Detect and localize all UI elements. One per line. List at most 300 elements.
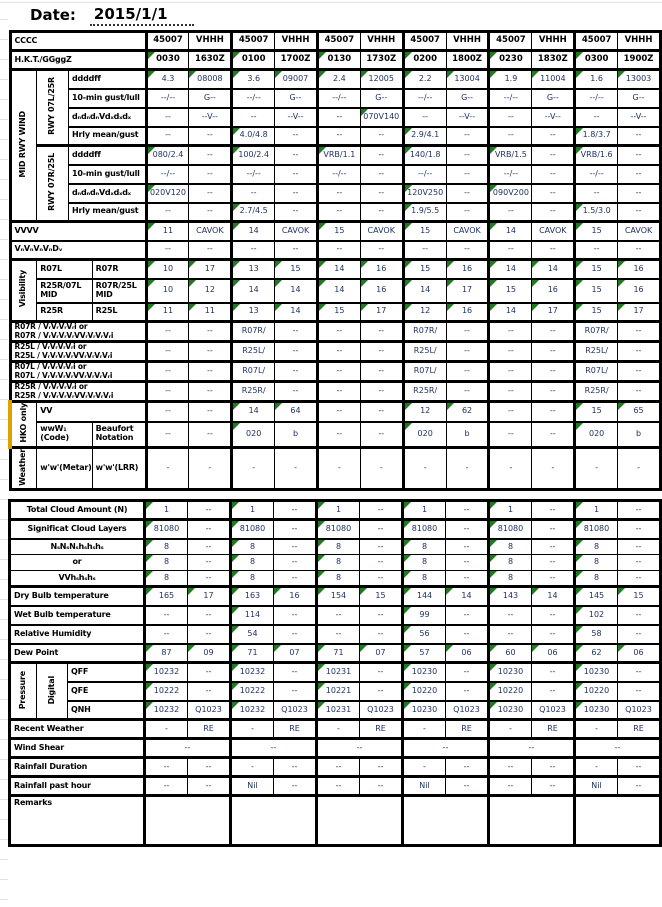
cell-rainfall-hr-4[interactable]: -- bbox=[274, 777, 317, 796]
cell-rwy2-ddddff-12[interactable]: -- bbox=[618, 146, 661, 165]
cell-wetbulb-11[interactable]: 102 bbox=[575, 606, 618, 625]
cell-cloud-total-12[interactable]: -- bbox=[618, 501, 661, 520]
cell-rvr-07r-8[interactable]: -- bbox=[446, 322, 489, 342]
cell-rwy1-dnv-1[interactable]: -- bbox=[146, 108, 189, 127]
cell-cloud-ns-1[interactable]: 8 bbox=[145, 539, 188, 555]
cell-rainfall-hr-9[interactable]: -- bbox=[489, 777, 532, 796]
cell-vis-end2-5[interactable]: 15 bbox=[317, 303, 360, 322]
cell-vis-end2-2[interactable]: 11 bbox=[189, 303, 232, 322]
cell-rwy1-ddddff-6[interactable]: 12005 bbox=[360, 70, 403, 89]
cell-rh-12[interactable]: -- bbox=[618, 625, 661, 644]
cell-windshear-4[interactable]: -- bbox=[403, 739, 489, 758]
cell-cloud-vvhs-9[interactable]: 8 bbox=[489, 571, 532, 587]
cell-rwy1-ddddff-2[interactable]: 08008 bbox=[189, 70, 232, 89]
cell-rwy2-dnv-10[interactable]: -- bbox=[532, 184, 575, 203]
cell-cloud-total-8[interactable]: -- bbox=[446, 501, 489, 520]
cell-rwy2-hrly-11[interactable]: 1.5/3.0 bbox=[575, 203, 618, 222]
cell-cloud-sig-2[interactable]: -- bbox=[188, 520, 231, 539]
cell-cloud-total-6[interactable]: -- bbox=[360, 501, 403, 520]
cell-rwy2-gust-1[interactable]: --/-- bbox=[146, 165, 189, 184]
cell-rh-8[interactable]: -- bbox=[446, 625, 489, 644]
cell-rwy1-dnv-7[interactable]: -- bbox=[403, 108, 446, 127]
cell-cloud-vvhs-10[interactable]: -- bbox=[532, 571, 575, 587]
cell-rwy2-gust-6[interactable]: -- bbox=[360, 165, 403, 184]
cell-rvr-25r-9[interactable]: -- bbox=[489, 382, 532, 402]
cell-qff-5[interactable]: 10231 bbox=[317, 663, 360, 682]
cell-rvr-25l-9[interactable]: -- bbox=[489, 342, 532, 362]
cell-rwy1-hrly-11[interactable]: 1.8/3.7 bbox=[575, 127, 618, 146]
cell-wetbulb-12[interactable]: -- bbox=[618, 606, 661, 625]
cell-rh-7[interactable]: 56 bbox=[403, 625, 446, 644]
cell-vis-end2-3[interactable]: 13 bbox=[232, 303, 275, 322]
cell-rwy2-ddddff-8[interactable]: -- bbox=[446, 146, 489, 165]
cell-qnh-4[interactable]: Q1023 bbox=[274, 701, 317, 720]
cell-station-9[interactable]: 45007 bbox=[489, 32, 532, 51]
cell-rwy2-dnv-5[interactable]: -- bbox=[317, 184, 360, 203]
cell-qnh-2[interactable]: Q1023 bbox=[188, 701, 231, 720]
cell-cloud-or-2[interactable]: -- bbox=[188, 555, 231, 571]
cell-rvr-25r-11[interactable]: R25R/ bbox=[575, 382, 618, 402]
cell-vvvv-6[interactable]: CAVOK bbox=[360, 222, 403, 241]
cell-rwy2-hrly-5[interactable]: -- bbox=[317, 203, 360, 222]
cell-vis-end-3[interactable]: 13 bbox=[232, 260, 275, 279]
cell-vvvv-7[interactable]: 15 bbox=[403, 222, 446, 241]
cell-station-7[interactable]: 45007 bbox=[403, 32, 446, 51]
cell-rwy1-ddddff-3[interactable]: 3.6 bbox=[232, 70, 275, 89]
cell-rwy1-hrly-12[interactable]: -- bbox=[618, 127, 661, 146]
cell-rainfall-dur-12[interactable]: -- bbox=[618, 758, 661, 777]
cell-qff-1[interactable]: 10232 bbox=[145, 663, 188, 682]
cell-rh-2[interactable]: -- bbox=[188, 625, 231, 644]
cell-rwy1-dnv-3[interactable]: -- bbox=[232, 108, 275, 127]
cell-qfe-9[interactable]: 10220 bbox=[489, 682, 532, 701]
cell-qfe-12[interactable]: -- bbox=[618, 682, 661, 701]
cell-rwy2-dnv-6[interactable]: -- bbox=[360, 184, 403, 203]
cell-ww-7[interactable]: - bbox=[403, 447, 446, 490]
cell-rvr-07l-3[interactable]: R07L/ bbox=[232, 362, 275, 382]
cell-time-11[interactable]: 0300 bbox=[575, 51, 618, 70]
cell-drybulb-11[interactable]: 145 bbox=[575, 587, 618, 606]
cell-cloud-sig-4[interactable]: -- bbox=[274, 520, 317, 539]
cell-rvr-25r-2[interactable]: -- bbox=[189, 382, 232, 402]
cell-rwy1-hrly-1[interactable]: -- bbox=[146, 127, 189, 146]
cell-rwy2-ddddff-10[interactable]: -- bbox=[532, 146, 575, 165]
cell-qfe-6[interactable]: -- bbox=[360, 682, 403, 701]
cell-time-6[interactable]: 1730Z bbox=[360, 51, 403, 70]
cell-rwy1-gust-5[interactable]: --/-- bbox=[317, 89, 360, 108]
cell-cloud-ns-3[interactable]: 8 bbox=[231, 539, 274, 555]
cell-vis-end2-6[interactable]: 17 bbox=[360, 303, 403, 322]
cell-cloud-sig-8[interactable]: -- bbox=[446, 520, 489, 539]
cell-rwy1-ddddff-12[interactable]: 13003 bbox=[618, 70, 661, 89]
cell-dewpoint-9[interactable]: 60 bbox=[489, 644, 532, 663]
cell-vis-end2-7[interactable]: 12 bbox=[403, 303, 446, 322]
cell-rwy1-gust-6[interactable]: G-- bbox=[360, 89, 403, 108]
cell-rwy1-ddddff-11[interactable]: 1.6 bbox=[575, 70, 618, 89]
cell-rainfall-dur-6[interactable]: -- bbox=[360, 758, 403, 777]
cell-rwy1-hrly-3[interactable]: 4.0/4.8 bbox=[232, 127, 275, 146]
cell-remarks-1[interactable] bbox=[145, 796, 231, 846]
cell-cloud-ns-11[interactable]: 8 bbox=[575, 539, 618, 555]
cell-dewpoint-12[interactable]: 06 bbox=[618, 644, 661, 663]
cell-qnh-3[interactable]: 10232 bbox=[231, 701, 274, 720]
cell-vis-end2-8[interactable]: 16 bbox=[446, 303, 489, 322]
cell-vis-end2-1[interactable]: 11 bbox=[146, 303, 189, 322]
cell-rvr-25r-8[interactable]: -- bbox=[446, 382, 489, 402]
cell-cloud-or-3[interactable]: 8 bbox=[231, 555, 274, 571]
cell-qff-10[interactable]: -- bbox=[532, 663, 575, 682]
cell-vvvv-1[interactable]: 11 bbox=[146, 222, 189, 241]
cell-vis-mid-5[interactable]: 14 bbox=[317, 279, 360, 303]
cell-vnvn-2[interactable]: -- bbox=[189, 241, 232, 260]
cell-station-8[interactable]: VHHH bbox=[446, 32, 489, 51]
cell-rvr-25l-10[interactable]: -- bbox=[532, 342, 575, 362]
cell-drybulb-4[interactable]: 16 bbox=[274, 587, 317, 606]
cell-rwy1-gust-4[interactable]: G-- bbox=[275, 89, 318, 108]
cell-cloud-sig-6[interactable]: -- bbox=[360, 520, 403, 539]
cell-rvr-07l-9[interactable]: -- bbox=[489, 362, 532, 382]
cell-vnvn-6[interactable]: -- bbox=[360, 241, 403, 260]
cell-drybulb-10[interactable]: 14 bbox=[532, 587, 575, 606]
cell-cloud-ns-7[interactable]: 8 bbox=[403, 539, 446, 555]
cell-rwy2-hrly-3[interactable]: 2.7/4.5 bbox=[232, 203, 275, 222]
cell-cloud-ns-8[interactable]: -- bbox=[446, 539, 489, 555]
cell-station-1[interactable]: 45007 bbox=[146, 32, 189, 51]
cell-wetbulb-8[interactable]: -- bbox=[446, 606, 489, 625]
cell-cloud-ns-2[interactable]: -- bbox=[188, 539, 231, 555]
cell-cloud-or-9[interactable]: 8 bbox=[489, 555, 532, 571]
cell-cloud-vvhs-8[interactable]: -- bbox=[446, 571, 489, 587]
cell-cloud-ns-10[interactable]: -- bbox=[532, 539, 575, 555]
cell-vvvv-9[interactable]: 14 bbox=[489, 222, 532, 241]
cell-www1-4[interactable]: b bbox=[275, 422, 318, 447]
cell-vv-2[interactable]: -- bbox=[189, 402, 232, 422]
cell-qff-3[interactable]: 10232 bbox=[231, 663, 274, 682]
cell-rwy2-dnv-2[interactable]: -- bbox=[189, 184, 232, 203]
cell-www1-10[interactable]: -- bbox=[532, 422, 575, 447]
cell-time-7[interactable]: 0200 bbox=[403, 51, 446, 70]
cell-cloud-ns-4[interactable]: -- bbox=[274, 539, 317, 555]
date-value[interactable]: 2015/1/1 bbox=[90, 5, 194, 26]
cell-rainfall-hr-1[interactable]: -- bbox=[145, 777, 188, 796]
cell-www1-2[interactable]: -- bbox=[189, 422, 232, 447]
cell-cloud-ns-12[interactable]: -- bbox=[618, 539, 661, 555]
cell-vv-5[interactable]: -- bbox=[317, 402, 360, 422]
cell-time-8[interactable]: 1800Z bbox=[446, 51, 489, 70]
cell-recent-wx-6[interactable]: RE bbox=[360, 720, 403, 739]
cell-wetbulb-9[interactable]: -- bbox=[489, 606, 532, 625]
cell-vis-mid-1[interactable]: 10 bbox=[146, 279, 189, 303]
cell-vnvn-1[interactable]: -- bbox=[146, 241, 189, 260]
cell-windshear-5[interactable]: -- bbox=[489, 739, 575, 758]
cell-rh-11[interactable]: 58 bbox=[575, 625, 618, 644]
cell-vis-end-5[interactable]: 14 bbox=[317, 260, 360, 279]
cell-ww-12[interactable]: - bbox=[618, 447, 661, 490]
cell-station-11[interactable]: 45007 bbox=[575, 32, 618, 51]
cell-cloud-sig-3[interactable]: 81080 bbox=[231, 520, 274, 539]
cell-rvr-07l-8[interactable]: -- bbox=[446, 362, 489, 382]
cell-time-9[interactable]: 0230 bbox=[489, 51, 532, 70]
cell-vvvv-11[interactable]: 15 bbox=[575, 222, 618, 241]
cell-recent-wx-5[interactable]: - bbox=[317, 720, 360, 739]
cell-remarks-4[interactable] bbox=[403, 796, 489, 846]
cell-cloud-vvhs-4[interactable]: -- bbox=[274, 571, 317, 587]
cell-rainfall-hr-5[interactable]: -- bbox=[317, 777, 360, 796]
cell-ww-4[interactable]: - bbox=[275, 447, 318, 490]
cell-recent-wx-8[interactable]: RE bbox=[446, 720, 489, 739]
cell-wetbulb-7[interactable]: 99 bbox=[403, 606, 446, 625]
cell-station-3[interactable]: 45007 bbox=[232, 32, 275, 51]
cell-rainfall-hr-2[interactable]: -- bbox=[188, 777, 231, 796]
cell-wetbulb-5[interactable]: -- bbox=[317, 606, 360, 625]
cell-rwy1-ddddff-7[interactable]: 2.2 bbox=[403, 70, 446, 89]
cell-vis-mid-4[interactable]: 14 bbox=[275, 279, 318, 303]
cell-ww-1[interactable]: - bbox=[146, 447, 189, 490]
cell-vv-1[interactable]: -- bbox=[146, 402, 189, 422]
cell-rwy1-dnv-4[interactable]: --V-- bbox=[275, 108, 318, 127]
cell-cloud-sig-11[interactable]: 81080 bbox=[575, 520, 618, 539]
cell-rwy1-dnv-6[interactable]: 070V140 bbox=[360, 108, 403, 127]
cell-drybulb-1[interactable]: 165 bbox=[145, 587, 188, 606]
cell-drybulb-9[interactable]: 143 bbox=[489, 587, 532, 606]
cell-rvr-25l-2[interactable]: -- bbox=[189, 342, 232, 362]
cell-dewpoint-1[interactable]: 87 bbox=[145, 644, 188, 663]
cell-vis-end-6[interactable]: 16 bbox=[360, 260, 403, 279]
cell-rainfall-hr-7[interactable]: Nil bbox=[403, 777, 446, 796]
cell-vnvn-3[interactable]: -- bbox=[232, 241, 275, 260]
cell-rwy1-dnv-11[interactable]: -- bbox=[575, 108, 618, 127]
cell-qnh-10[interactable]: Q1023 bbox=[532, 701, 575, 720]
cell-vis-mid-6[interactable]: 16 bbox=[360, 279, 403, 303]
cell-qfe-11[interactable]: 10220 bbox=[575, 682, 618, 701]
cell-rwy2-ddddff-2[interactable]: -- bbox=[189, 146, 232, 165]
cell-vis-end-7[interactable]: 15 bbox=[403, 260, 446, 279]
cell-rvr-25l-11[interactable]: R25L/ bbox=[575, 342, 618, 362]
cell-www1-1[interactable]: -- bbox=[146, 422, 189, 447]
cell-rvr-07r-3[interactable]: R07R/ bbox=[232, 322, 275, 342]
cell-rainfall-hr-8[interactable]: -- bbox=[446, 777, 489, 796]
cell-cloud-total-10[interactable]: -- bbox=[532, 501, 575, 520]
cell-rwy2-gust-4[interactable]: -- bbox=[275, 165, 318, 184]
cell-rwy2-hrly-7[interactable]: 1.9/5.5 bbox=[403, 203, 446, 222]
cell-windshear-2[interactable]: -- bbox=[231, 739, 317, 758]
cell-cloud-sig-7[interactable]: 81080 bbox=[403, 520, 446, 539]
cell-vis-end2-10[interactable]: 17 bbox=[532, 303, 575, 322]
cell-rainfall-dur-9[interactable]: -- bbox=[489, 758, 532, 777]
cell-cloud-total-9[interactable]: 1 bbox=[489, 501, 532, 520]
cell-qfe-10[interactable]: -- bbox=[532, 682, 575, 701]
cell-time-5[interactable]: 0130 bbox=[317, 51, 360, 70]
cell-cloud-vvhs-6[interactable]: -- bbox=[360, 571, 403, 587]
cell-vis-end2-11[interactable]: 15 bbox=[575, 303, 618, 322]
cell-rwy1-hrly-8[interactable]: -- bbox=[446, 127, 489, 146]
cell-time-2[interactable]: 1630Z bbox=[189, 51, 232, 70]
cell-cloud-sig-10[interactable]: -- bbox=[532, 520, 575, 539]
cell-rvr-07r-7[interactable]: R07R/ bbox=[403, 322, 446, 342]
cell-rwy1-dnv-9[interactable]: -- bbox=[489, 108, 532, 127]
cell-vnvn-7[interactable]: -- bbox=[403, 241, 446, 260]
cell-rwy2-ddddff-1[interactable]: 080/2.4 bbox=[146, 146, 189, 165]
cell-rvr-07r-2[interactable]: -- bbox=[189, 322, 232, 342]
cell-rvr-25l-12[interactable]: -- bbox=[618, 342, 661, 362]
cell-vnvn-9[interactable]: -- bbox=[489, 241, 532, 260]
cell-qnh-12[interactable]: Q1023 bbox=[618, 701, 661, 720]
cell-qff-8[interactable]: -- bbox=[446, 663, 489, 682]
cell-wetbulb-1[interactable]: -- bbox=[145, 606, 188, 625]
cell-cloud-total-5[interactable]: 1 bbox=[317, 501, 360, 520]
cell-rwy1-hrly-7[interactable]: 2.9/4.1 bbox=[403, 127, 446, 146]
cell-rwy2-dnv-11[interactable]: -- bbox=[575, 184, 618, 203]
cell-rwy2-gust-5[interactable]: --/-- bbox=[317, 165, 360, 184]
cell-dewpoint-2[interactable]: 09 bbox=[188, 644, 231, 663]
cell-rvr-07r-1[interactable]: -- bbox=[146, 322, 189, 342]
cell-vis-end-8[interactable]: 16 bbox=[446, 260, 489, 279]
cell-vv-4[interactable]: 64 bbox=[275, 402, 318, 422]
cell-cloud-total-4[interactable]: -- bbox=[274, 501, 317, 520]
cell-windshear-6[interactable]: -- bbox=[575, 739, 661, 758]
cell-dewpoint-11[interactable]: 62 bbox=[575, 644, 618, 663]
cell-rwy1-hrly-2[interactable]: -- bbox=[189, 127, 232, 146]
cell-vis-end-2[interactable]: 17 bbox=[189, 260, 232, 279]
cell-www1-7[interactable]: 020 bbox=[403, 422, 446, 447]
cell-vnvn-12[interactable]: -- bbox=[618, 241, 661, 260]
cell-dewpoint-7[interactable]: 57 bbox=[403, 644, 446, 663]
cell-rwy1-gust-3[interactable]: --/-- bbox=[232, 89, 275, 108]
cell-ww-9[interactable]: - bbox=[489, 447, 532, 490]
cell-rainfall-hr-10[interactable]: -- bbox=[532, 777, 575, 796]
cell-station-5[interactable]: 45007 bbox=[317, 32, 360, 51]
cell-cloud-or-8[interactable]: -- bbox=[446, 555, 489, 571]
cell-rwy2-ddddff-3[interactable]: 100/2.4 bbox=[232, 146, 275, 165]
cell-rainfall-dur-5[interactable]: -- bbox=[317, 758, 360, 777]
cell-vnvn-10[interactable]: -- bbox=[532, 241, 575, 260]
cell-cloud-sig-5[interactable]: 81080 bbox=[317, 520, 360, 539]
cell-time-10[interactable]: 1830Z bbox=[532, 51, 575, 70]
cell-cloud-or-5[interactable]: 8 bbox=[317, 555, 360, 571]
cell-dewpoint-6[interactable]: 07 bbox=[360, 644, 403, 663]
cell-www1-12[interactable]: b bbox=[618, 422, 661, 447]
cell-rwy2-dnv-8[interactable]: -- bbox=[446, 184, 489, 203]
cell-cloud-sig-12[interactable]: -- bbox=[618, 520, 661, 539]
cell-recent-wx-11[interactable]: - bbox=[575, 720, 618, 739]
cell-drybulb-7[interactable]: 144 bbox=[403, 587, 446, 606]
cell-vv-3[interactable]: 14 bbox=[232, 402, 275, 422]
cell-cloud-total-1[interactable]: 1 bbox=[145, 501, 188, 520]
cell-rwy2-dnv-4[interactable]: -- bbox=[275, 184, 318, 203]
cell-rwy1-gust-7[interactable]: --/-- bbox=[403, 89, 446, 108]
cell-rainfall-dur-3[interactable]: - bbox=[231, 758, 274, 777]
cell-rainfall-dur-7[interactable]: - bbox=[403, 758, 446, 777]
cell-cloud-sig-1[interactable]: 81080 bbox=[145, 520, 188, 539]
cell-www1-3[interactable]: 020 bbox=[232, 422, 275, 447]
cell-rwy1-hrly-10[interactable]: -- bbox=[532, 127, 575, 146]
cell-qfe-7[interactable]: 10220 bbox=[403, 682, 446, 701]
cell-rwy1-gust-11[interactable]: --/-- bbox=[575, 89, 618, 108]
cell-qnh-6[interactable]: Q1023 bbox=[360, 701, 403, 720]
cell-rwy2-gust-2[interactable]: -- bbox=[189, 165, 232, 184]
cell-time-4[interactable]: 1700Z bbox=[275, 51, 318, 70]
cell-rwy1-gust-2[interactable]: G-- bbox=[189, 89, 232, 108]
cell-rvr-25l-5[interactable]: -- bbox=[317, 342, 360, 362]
cell-rvr-25r-6[interactable]: -- bbox=[360, 382, 403, 402]
cell-recent-wx-3[interactable]: - bbox=[231, 720, 274, 739]
cell-vis-mid-7[interactable]: 14 bbox=[403, 279, 446, 303]
cell-www1-5[interactable]: -- bbox=[317, 422, 360, 447]
cell-rvr-07r-6[interactable]: -- bbox=[360, 322, 403, 342]
cell-rvr-07r-5[interactable]: -- bbox=[317, 322, 360, 342]
cell-www1-9[interactable]: -- bbox=[489, 422, 532, 447]
cell-rwy2-ddddff-9[interactable]: VRB/1.5 bbox=[489, 146, 532, 165]
cell-qfe-2[interactable]: -- bbox=[188, 682, 231, 701]
cell-vv-12[interactable]: 65 bbox=[618, 402, 661, 422]
cell-qfe-5[interactable]: 10221 bbox=[317, 682, 360, 701]
cell-drybulb-6[interactable]: 15 bbox=[360, 587, 403, 606]
cell-rvr-25r-10[interactable]: -- bbox=[532, 382, 575, 402]
cell-rvr-07l-2[interactable]: -- bbox=[189, 362, 232, 382]
cell-cloud-vvhs-11[interactable]: 8 bbox=[575, 571, 618, 587]
cell-qff-4[interactable]: -- bbox=[274, 663, 317, 682]
cell-rh-4[interactable]: -- bbox=[274, 625, 317, 644]
cell-time-3[interactable]: 0100 bbox=[232, 51, 275, 70]
cell-vis-end-9[interactable]: 14 bbox=[489, 260, 532, 279]
cell-cloud-ns-9[interactable]: 8 bbox=[489, 539, 532, 555]
cell-qff-6[interactable]: -- bbox=[360, 663, 403, 682]
cell-www1-11[interactable]: 020 bbox=[575, 422, 618, 447]
cell-rwy2-hrly-12[interactable]: -- bbox=[618, 203, 661, 222]
cell-vv-8[interactable]: 62 bbox=[446, 402, 489, 422]
cell-qff-9[interactable]: 10230 bbox=[489, 663, 532, 682]
cell-rwy2-gust-3[interactable]: --/-- bbox=[232, 165, 275, 184]
cell-rainfall-hr-3[interactable]: Nil bbox=[231, 777, 274, 796]
cell-vis-end-10[interactable]: 14 bbox=[532, 260, 575, 279]
cell-rvr-25l-3[interactable]: R25L/ bbox=[232, 342, 275, 362]
cell-rvr-07r-9[interactable]: -- bbox=[489, 322, 532, 342]
cell-rwy1-ddddff-4[interactable]: 09007 bbox=[275, 70, 318, 89]
cell-vis-end-12[interactable]: 16 bbox=[618, 260, 661, 279]
cell-dewpoint-3[interactable]: 71 bbox=[231, 644, 274, 663]
cell-rwy2-gust-7[interactable]: --/-- bbox=[403, 165, 446, 184]
cell-rvr-07r-10[interactable]: -- bbox=[532, 322, 575, 342]
cell-rvr-07r-12[interactable]: -- bbox=[618, 322, 661, 342]
cell-qfe-8[interactable]: -- bbox=[446, 682, 489, 701]
cell-vis-mid-2[interactable]: 12 bbox=[189, 279, 232, 303]
cell-cloud-total-7[interactable]: 1 bbox=[403, 501, 446, 520]
cell-rwy2-dnv-12[interactable]: -- bbox=[618, 184, 661, 203]
cell-rwy1-ddddff-10[interactable]: 11004 bbox=[532, 70, 575, 89]
cell-dewpoint-4[interactable]: 07 bbox=[274, 644, 317, 663]
cell-rwy1-dnv-5[interactable]: -- bbox=[317, 108, 360, 127]
cell-vis-mid-9[interactable]: 15 bbox=[489, 279, 532, 303]
cell-station-12[interactable]: VHHH bbox=[618, 32, 661, 51]
cell-cloud-or-7[interactable]: 8 bbox=[403, 555, 446, 571]
cell-recent-wx-1[interactable]: - bbox=[145, 720, 188, 739]
cell-recent-wx-12[interactable]: RE bbox=[618, 720, 661, 739]
cell-qfe-4[interactable]: -- bbox=[274, 682, 317, 701]
cell-vis-end2-12[interactable]: 17 bbox=[618, 303, 661, 322]
cell-rwy2-hrly-10[interactable]: -- bbox=[532, 203, 575, 222]
cell-drybulb-2[interactable]: 17 bbox=[188, 587, 231, 606]
cell-rwy1-gust-8[interactable]: G-- bbox=[446, 89, 489, 108]
cell-rwy2-dnv-7[interactable]: 120V250 bbox=[403, 184, 446, 203]
cell-rvr-07r-4[interactable]: -- bbox=[275, 322, 318, 342]
cell-station-6[interactable]: VHHH bbox=[360, 32, 403, 51]
cell-rwy1-dnv-2[interactable]: --V-- bbox=[189, 108, 232, 127]
cell-rwy1-ddddff-8[interactable]: 13004 bbox=[446, 70, 489, 89]
cell-rvr-07l-10[interactable]: -- bbox=[532, 362, 575, 382]
cell-qnh-7[interactable]: 10230 bbox=[403, 701, 446, 720]
cell-drybulb-12[interactable]: 15 bbox=[618, 587, 661, 606]
cell-rh-9[interactable]: -- bbox=[489, 625, 532, 644]
